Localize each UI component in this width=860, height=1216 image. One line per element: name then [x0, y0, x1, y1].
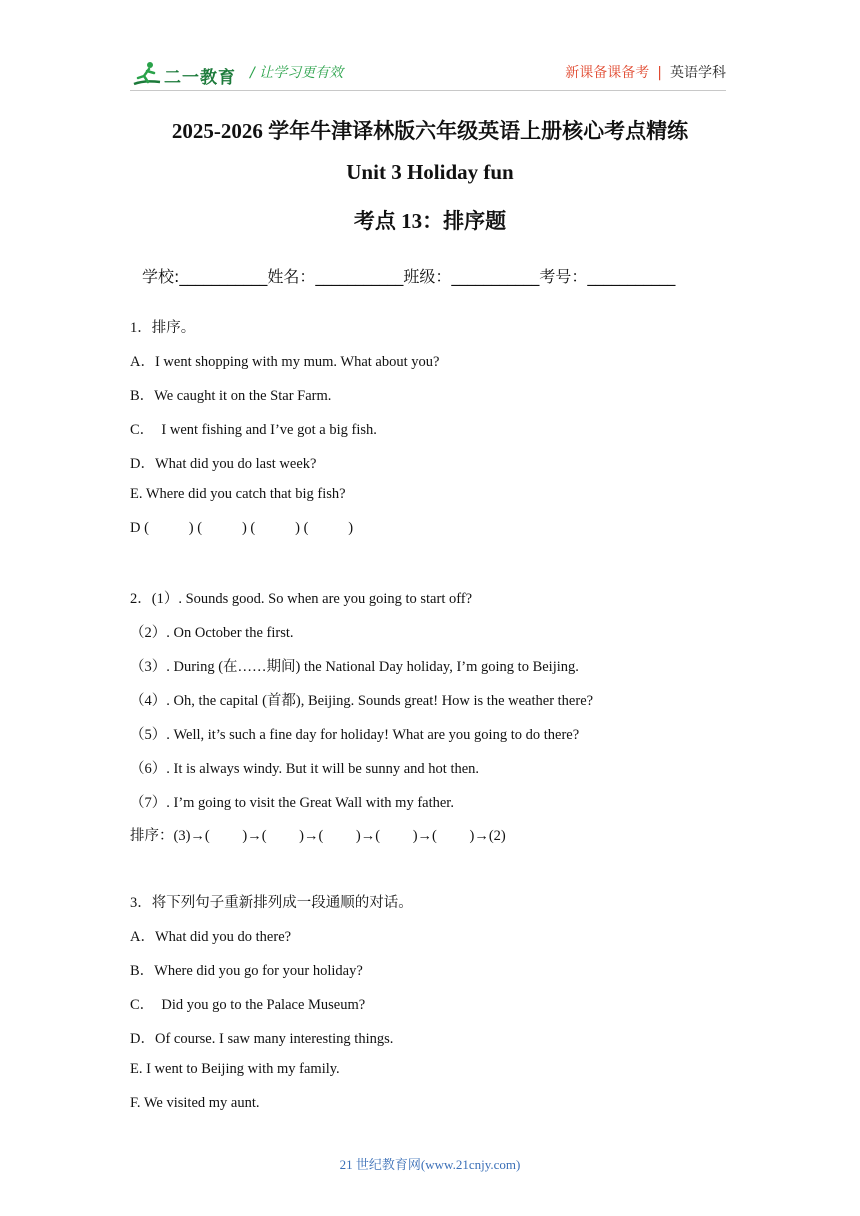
q1-option-a: A．I went shopping with my mum. What about you?: [130, 354, 440, 370]
student-info-line: 学校:___________姓名：___________班级：___________考号：___________: [142, 267, 676, 286]
q1-answer-blanks: D ( ) ( ) ( ) ( ): [130, 520, 354, 536]
q2-answer-blanks: 排序：(3)→( )→( )→( )→( )→( )→(2): [130, 828, 506, 844]
q2-line-1: 2．(1）. Sounds good. So when are you going to start off?: [130, 591, 473, 607]
q2-line-3: （3）. During (在……期间) the National Day holiday, I’m going to Beijing.: [130, 659, 579, 675]
runner-logo-icon: [130, 58, 164, 92]
header-separator: |: [657, 65, 662, 81]
page-title: 2025-2026 学年牛津译林版六年级英语上册核心考点精练: [171, 119, 689, 143]
unit-title: Unit 3 Holiday fun: [346, 160, 514, 184]
slogan: / 让学习更有效: [250, 65, 344, 81]
logo: [130, 58, 250, 92]
subject-tag: 英语学科: [670, 65, 726, 81]
course-tag: 新课备课备考: [565, 65, 650, 81]
q2-line-2: （2）. On October the first.: [130, 625, 294, 641]
q1-option-c: C． I went fishing and I’ve got a big fish.: [130, 422, 377, 438]
q2-line-6: （6）. It is always windy. But it will be sunny and hot then.: [130, 761, 480, 777]
q1-option-b: B．We caught it on the Star Farm.: [130, 388, 332, 404]
q3-option-c: C． Did you go to the Palace Museum?: [130, 997, 366, 1013]
q2-line-4: （4）. Oh, the capital (首都), Beijing. Sounds great! How is the weather there?: [130, 693, 594, 709]
footer-link[interactable]: 21 世纪教育网(www.21cnjy.com): [339, 1157, 521, 1172]
page-header: [130, 58, 726, 92]
q2-line-7: （7）. I’m going to visit the Great Wall with my father.: [130, 795, 454, 811]
logo-text: 二一教育: [164, 68, 236, 88]
q1-stem: 1．排序。: [130, 320, 196, 336]
header-right: [565, 62, 726, 82]
q3-option-d: D．Of course. I saw many interesting things.: [130, 1031, 394, 1047]
q2-line-5: （5）. Well, it’s such a fine day for holiday! What are you going to do there?: [130, 727, 580, 743]
q3-stem: 3．将下列句子重新排列成一段通顺的对话。: [130, 895, 413, 911]
q3-option-e: E. I went to Beijing with my family.: [130, 1061, 340, 1077]
header-divider: [130, 90, 726, 91]
q1-option-e: E. Where did you catch that big fish?: [130, 486, 346, 502]
q3-option-f: F. We visited my aunt.: [130, 1095, 260, 1111]
q3-option-a: A．What did you do there?: [130, 929, 292, 945]
topic-title: 考点 13：排序题: [353, 209, 507, 233]
q1-option-d: D．What did you do last week?: [130, 456, 317, 472]
q3-option-b: B．Where did you go for your holiday?: [130, 963, 363, 979]
